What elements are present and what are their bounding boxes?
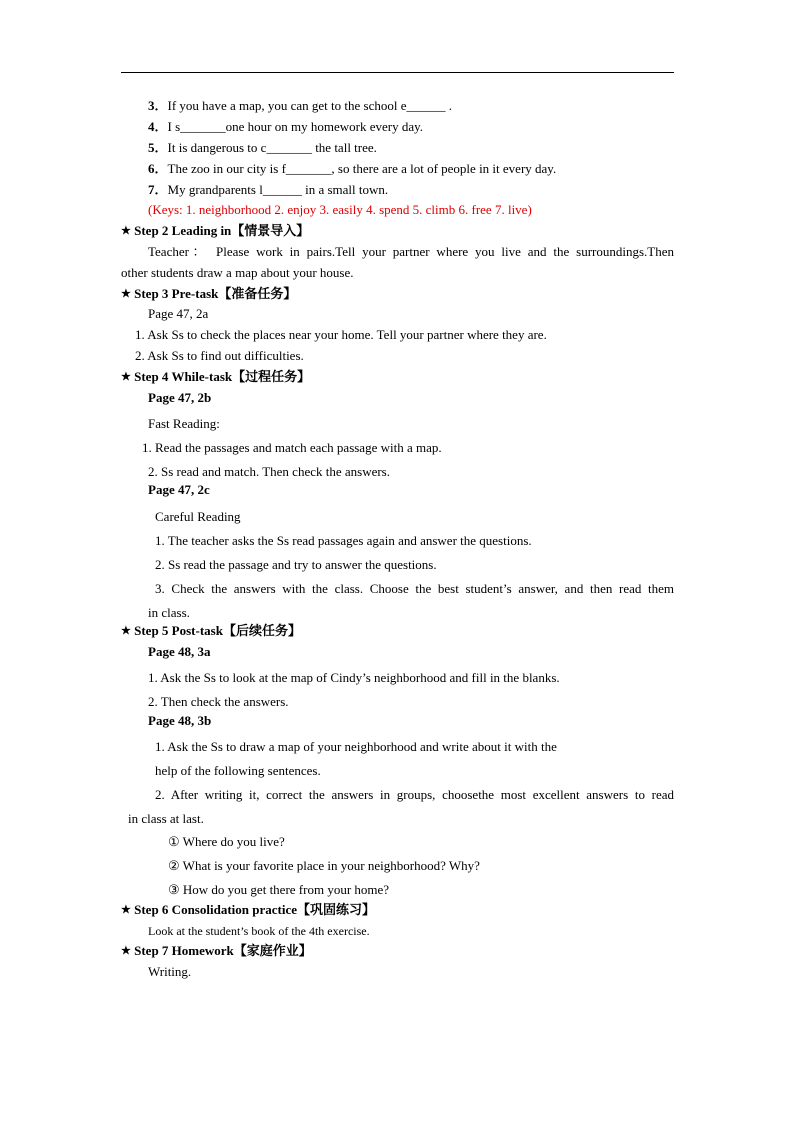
step3-item-1: 1. Ask Ss to check the places near your home. Tell your partner where they are. [135, 327, 547, 342]
step5-3b-item-2-line2: in class at last. [128, 811, 204, 826]
step5-3b-item-2-line1: 2. After writing it, correct the answers in groups, choosethe most excellent answers to read [155, 787, 674, 802]
step6-heading: ★ Step 6 Consolidation practice【巩固练习】 [121, 902, 376, 918]
careful-reading-label: Careful Reading [155, 509, 241, 524]
step2-text-line2: other students draw a map about your house. [121, 265, 354, 280]
step4-page-ref-2b: Page 47, 2b [148, 390, 212, 405]
step3-item-2: 2. Ask Ss to find out difficulties. [135, 348, 304, 363]
blank-item-5: 5．It is dangerous to c_______ the tall tree. [148, 140, 377, 155]
step5-page-ref-3a: Page 48, 3a [148, 644, 211, 659]
careful-reading-item-3: 3. Check the answers with the class. Choose the best student’s answer, and then read them [155, 581, 674, 596]
step4-heading: ★ Step 4 While-task【过程任务】 [121, 369, 311, 385]
blank-item-3: 3．If you have a map, you can get to the school e______ . [148, 98, 452, 113]
careful-reading-item-1: 1. The teacher asks the Ss read passages again and answer the questions. [155, 533, 532, 548]
star-icon: ★ [121, 288, 131, 300]
star-icon: ★ [121, 625, 131, 637]
step7-text: Writing. [148, 964, 192, 979]
step5-3b-item-1-line2: help of the following sentences. [155, 763, 321, 778]
question-3: ③ How do you get there from your home? [168, 882, 390, 897]
header-rule [121, 72, 674, 73]
blank-item-4: 4．I s_______one hour on my homework every day. [148, 119, 424, 134]
star-icon: ★ [121, 945, 131, 957]
step5-heading: ★ Step 5 Post-task【后续任务】 [121, 623, 301, 639]
step4-page-ref-2c: Page 47, 2c [148, 482, 210, 497]
question-2: ② What is your favorite place in your neighborhood? Why? [168, 858, 480, 873]
step5-item-1: 1. Ask the Ss to look at the map of Cindy’s neighborhood and fill in the blanks. [148, 670, 560, 685]
step2-heading: ★ Step 2 Leading in【情景导入】 [121, 223, 310, 239]
step3-page-ref: Page 47, 2a [148, 306, 209, 321]
question-1: ① Where do you live? [168, 834, 285, 849]
fast-reading-item-1: 1. Read the passages and match each passage with a map. [142, 440, 442, 455]
step5-3b-item-1-line1: 1. Ask the Ss to draw a map of your neighborhood and write about it with the [155, 739, 557, 754]
blank-item-7: 7．My grandparents l______ in a small town. [148, 182, 389, 197]
fast-reading-item-2: 2. Ss read and match. Then check the answers. [148, 464, 390, 479]
step6-text: Look at the student’s book of the 4th exercise. [148, 924, 370, 938]
step7-heading: ★ Step 7 Homework【家庭作业】 [121, 943, 312, 959]
blank-item-6: 6．The zoo in our city is f_______, so there are a lot of people in it every day. [148, 161, 557, 176]
step3-heading: ★ Step 3 Pre-task【准备任务】 [121, 286, 297, 302]
star-icon: ★ [121, 904, 131, 916]
careful-reading-item-3-tail: in class. [148, 605, 190, 620]
fast-reading-label: Fast Reading: [148, 416, 220, 431]
step5-page-ref-3b: Page 48, 3b [148, 713, 212, 728]
answer-keys: (Keys: 1. neighborhood 2. enjoy 3. easily 4. spend 5. climb 6. free 7. live) [148, 202, 532, 217]
star-icon: ★ [121, 371, 131, 383]
step2-text-line1: Teacher： Please work in pairs.Tell your partner where you live and the surroundings.Then [148, 244, 674, 259]
step5-item-2: 2. Then check the answers. [148, 694, 289, 709]
star-icon: ★ [121, 225, 131, 237]
careful-reading-item-2: 2. Ss read the passage and try to answer the questions. [155, 557, 437, 572]
